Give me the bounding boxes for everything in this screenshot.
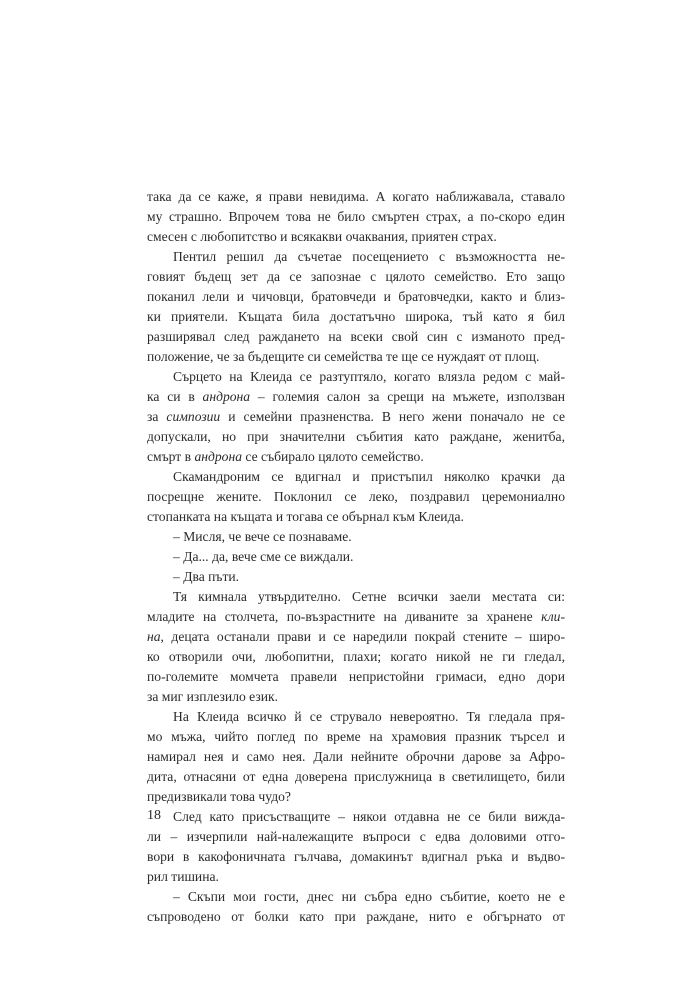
text-line: за миг изплезило език. <box>147 689 279 704</box>
text-line: ки приятели. Къщата била достатъчно широка, тъй като я бил <box>147 309 565 324</box>
text-line: стопанката на къщата и тогава се обърнал към Клеида. <box>147 509 464 524</box>
text-line: мо мъжа, чийто поглед по време на храмовия празник търсел и <box>147 729 565 744</box>
text-line: Сърцето на Клеида се разтуптяло, когато влязла редом с май- <box>173 369 565 384</box>
text-line: На Клеида всичко й се струвало невероятно. Тя гледала пря- <box>173 709 565 724</box>
text-line: така да се каже, я прави невидима. А когато наближавала, ставало <box>147 189 565 204</box>
page-number: 18 <box>147 808 161 823</box>
text-line: дита, отнасяни от една доверена прислужница в светилището, били <box>147 769 565 784</box>
text-line: вори в какофоничната гълчава, домакинът вдигнал ръка и въдво- <box>147 849 565 864</box>
text-line: разширявал след раждането на всеки свой син с изманото пред- <box>147 329 565 344</box>
text-line: му страшно. Впрочем това не било смъртен страх, а по-скоро един <box>147 209 565 224</box>
text-line: по-големите момчета правели непристойни гримаси, едно дори <box>147 669 565 684</box>
text-line: допускали, но при значителни събития като раждане, женитба, <box>147 429 565 444</box>
text-line: След като присъстващите – някои отдавна не се били вижда- <box>173 809 565 824</box>
text-line: говият бъдещ зет да се запознае с цялото семейство. Ето защо <box>147 269 565 284</box>
text-line: положение, че за бъдещите си семейства те ще се нуждаят от площ. <box>147 349 540 364</box>
text-line: Скамандроним се вдигнал и пристъпил няколко крачки да <box>173 469 565 484</box>
text-line: за симпозии и семейни празненства. В него жени поначало не се <box>147 409 565 424</box>
text-line: поканил лели и чичовци, братовчеди и братовчедки, както и близ- <box>147 289 565 304</box>
text-line: съпроводено от болки като при раждане, нито е обгърнато от <box>147 909 565 924</box>
text-line: намирал нея и само нея. Дали нейните оброчни дарове за Афро- <box>147 749 565 764</box>
text-line: на, децата останали прави и се наредили покрай стените – широ- <box>147 629 565 644</box>
text-line: смърт в андрона се събирало цялото семейство. <box>147 449 424 464</box>
text-line: Пентил решил да съчетае посещението с възможността не- <box>173 249 565 264</box>
text-line: – Два пъти. <box>173 569 240 584</box>
text-line: ли – изчерпили най-належащите въпроси с едва доловими отго- <box>147 829 565 844</box>
text-line: посрещне жените. Поклонил се леко, поздравил церемониално <box>147 489 565 504</box>
text-line: – Мисля, че вече се познаваме. <box>173 529 352 544</box>
text-line: – Скъпи мои гости, днес ни събра едно събитие, което не е <box>173 889 565 904</box>
text-line: рил тишина. <box>147 869 219 884</box>
page-body-text <box>147 187 565 927</box>
text-line: младите на столчета, по-възрастните на диваните за хранене кли- <box>147 609 565 624</box>
text-line: смесен с любопитство и всякакви очаквания, приятен страх. <box>147 229 497 244</box>
text-line: – Да... да, вече сме се виждали. <box>173 549 354 564</box>
text-line: ка си в андрона – големия салон за срещи на мъжете, използван <box>147 389 565 404</box>
text-line: предизвикали това чудо? <box>147 789 291 804</box>
text-line: Тя кимнала утвърдително. Сетне всички заели местата си: <box>173 589 565 604</box>
text-line: ко отворили очи, любопитни, плахи; когато никой не ги гледал, <box>147 649 565 664</box>
